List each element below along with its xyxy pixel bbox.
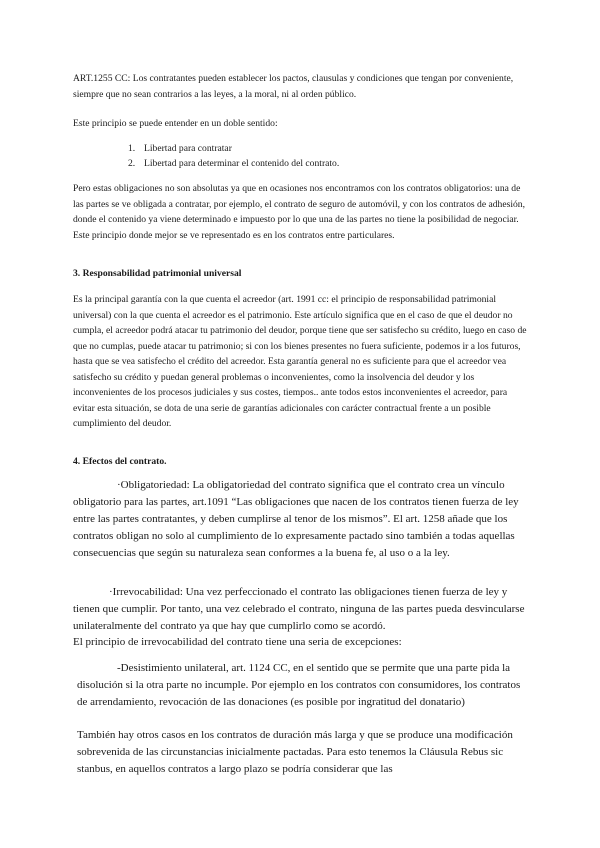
list-number: 1. (128, 143, 136, 154)
list-item-2 (128, 156, 339, 171)
paragraph-desistimiento: -Desistimiento unilateral, art. 1124 CC, en el sentido que se permite que una parte pida la disolución si la otra parte no incumple. Por ejemplo en los contratos con consumidores, los contratos de arrendamiento, revocación de las donaciones (es posible por ingratitud del donatario) (77, 662, 521, 708)
paragraph-art-1255: ART.1255 CC: Los contratantes pueden establecer los pactos, clausulas y condiciones que tengan por conveniente, siempre que no sean contrarios a las leyes, a la moral, ni al orden público. (73, 73, 514, 100)
paragraph-doble-sentido: Este principio se puede entender en un doble sentido: (73, 118, 278, 129)
paragraph-excepciones: El principio de irrevocabilidad del contrato tiene una seria de excepciones: (73, 636, 402, 648)
paragraph-obligatoriedad: ·Obligatoriedad: La obligatoriedad del contrato significa que el contrato crea un vínculo obligatorio para las partes, art.1091 “Las obligaciones que nacen de los contratos tienen fuerza de ley entre las partes contratantes, y deben cumplirse al tenor de los mismos”. El art. 1258 añade que los contratos obligan no solo al cumplimiento de lo expresamente pactado sino también a todas aquellas consecuencias que según su naturaleza sean conformes a la buena fe, al uso o a la ley. (73, 479, 519, 559)
heading-efectos: 4. Efectos del contrato. (73, 456, 167, 467)
list-text: Libertad para contratar (144, 143, 232, 154)
paragraph-otros-casos: También hay otros casos en los contratos de duración más larga y que se produce una modificación sobrevenida de las circunstancias inicialmente pactadas. Para esto tenemos la Cláusula Rebus sic stanbus, en aquellos contratos a largo plazo se podría considerar que las (77, 729, 513, 775)
paragraph-irrevocabilidad: ·Irrevocabilidad: Una vez perfeccionado el contrato las obligaciones tienen fuerza de ley y tienen que cumplir. Por tanto, una vez celebrado el contrato, ninguna de las partes pueda desvincularse unilateralmente del contrato ya que hay que cumplirlo como se acordó. (73, 586, 525, 632)
paragraph-obligaciones: Pero estas obligaciones no son absolutas ya que en ocasiones nos encontramos con los contratos obligatorios: una de las partes se ve obligada a contratar, por ejemplo, el contrato de seguro de automóvil, y con los contratos de adhesión, donde el contenido ya viene determinado e impuesto por lo que una de las partes no tiene la posibilidad de negociar. Este principio donde mejor se ve representado es en los contratos entre particulares. (73, 183, 525, 241)
list-item-1 (128, 141, 232, 156)
list-number: 2. (128, 158, 136, 169)
paragraph-garantia: Es la principal garantía con la que cuenta el acreedor (art. 1991 cc: el principio de responsabilidad patrimonial universal) con la que cuenta el acreedor es el patrimonio. Este artículo significa que en el caso de que el deudor no cumpla, el acreedor podrá atacar tu patrimonio del deudor, porque tiene que ser satisfecho su crédito, luego en caso de que no cumplas, puede atacar tu patrimonio; si con los bienes presentes no fuera suficiente, podemos ir a los futuros, hasta que se vea satisfecho el crédito del acreedor. Esta garantía general no es suficiente para que el acreedor vea satisfecho su crédito y puedan general problemas o inconvenientes, como la insolvencia del deudor y los inconvenientes de los procesos judiciales y sus costes, tiempos.. ante todos estos inconvenientes el acreedor, para evitar esta situación, se dota de una serie de garantías adicionales con carácter contractual frente a un posible cumplimiento del deudor. (73, 294, 527, 429)
heading-responsabilidad: 3. Responsabilidad patrimonial universal (73, 268, 242, 279)
list-text: Libertad para determinar el contenido del contrato. (144, 158, 340, 169)
